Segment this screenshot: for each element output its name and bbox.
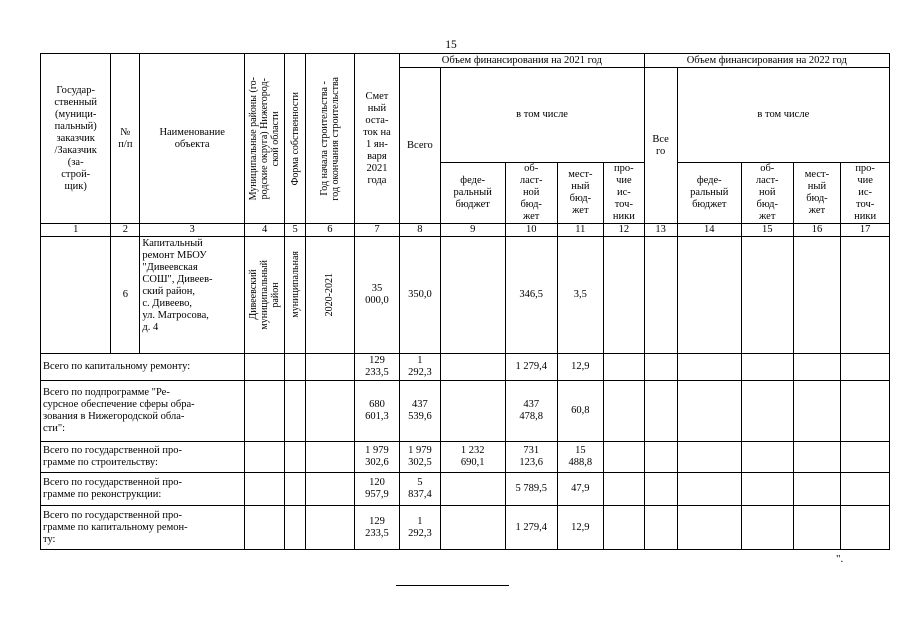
summary-label: Всего по государственной про- грамме по капитальному ремон- ту: — [41, 506, 245, 550]
header-total-2022: Все го — [644, 68, 677, 224]
object-other-2021 — [604, 237, 644, 354]
column-number: 13 — [644, 224, 677, 237]
summary-regional-2021: 437 478,8 — [505, 381, 557, 442]
summary-label: Всего по подпрограмме "Ре- сурсное обеспечение сферы обра- зования в Нижегородской обла- сти": — [41, 381, 245, 442]
object-years — [306, 237, 355, 354]
object-row — [41, 237, 890, 354]
summary-federal-2021 — [440, 506, 505, 550]
summary-total-2021: 1 292,3 — [400, 506, 440, 550]
object-district — [244, 237, 284, 354]
header-row-1 — [41, 54, 890, 68]
object-regional-2021: 346,5 — [505, 237, 557, 354]
summary-local-2021: 60,8 — [557, 381, 604, 442]
summary-row — [41, 506, 890, 550]
object-name: Капитальный ремонт МБОУ "Дивеевская СОШ", Дивеев- ский район, с. Дивеево, ул. Матросова, д. 4 — [140, 237, 245, 354]
summary-local-2021: 12,9 — [557, 506, 604, 550]
summary-total-2021: 437 539,6 — [400, 381, 440, 442]
header-including-2022: в том числе — [677, 68, 889, 163]
header-other-2021: про- чие ис- точ- ники — [604, 163, 644, 224]
summary-total-2021: 5 837,4 — [400, 473, 440, 506]
closing-quote: ". — [836, 553, 844, 565]
object-estimate: 35 000,0 — [354, 237, 400, 354]
summary-total-2021: 1 979 302,5 — [400, 442, 440, 473]
financing-table — [40, 53, 890, 550]
summary-estimate: 129 233,5 — [354, 354, 400, 381]
column-number: 7 — [354, 224, 400, 237]
summary-regional-2021: 5 789,5 — [505, 473, 557, 506]
object-local-2021: 3,5 — [557, 237, 604, 354]
header-num: № п/п — [111, 54, 140, 224]
object-years-text: 2020-2021 — [324, 273, 336, 317]
header-fin-2021: Объем финансирования на 2021 год — [400, 54, 644, 68]
object-federal-2021 — [440, 237, 505, 354]
column-number: 12 — [604, 224, 644, 237]
column-number: 15 — [741, 224, 793, 237]
header-customer: Государ- ственный (муници- пальный) заказчик /Заказчик (за- строй- щик) — [41, 54, 111, 224]
header-local-2022: мест- ный бюд- жет — [793, 163, 841, 224]
summary-total-2021: 1 292,3 — [400, 354, 440, 381]
summary-regional-2021: 731 123,6 — [505, 442, 557, 473]
header-fin-2022: Объем финансирования на 2022 год — [644, 54, 889, 68]
summary-local-2021: 47,9 — [557, 473, 604, 506]
column-number: 3 — [140, 224, 245, 237]
header-other-2022: про- чие ис- точ- ники — [841, 163, 890, 224]
summary-federal-2021 — [440, 354, 505, 381]
column-number: 9 — [440, 224, 505, 237]
header-federal-2022: феде- ральный бюджет — [677, 163, 741, 224]
column-number: 4 — [244, 224, 284, 237]
summary-row — [41, 354, 890, 381]
summary-federal-2021: 1 232 690,1 — [440, 442, 505, 473]
summary-local-2021: 12,9 — [557, 354, 604, 381]
summary-federal-2021 — [440, 473, 505, 506]
column-number: 5 — [285, 224, 306, 237]
column-number: 6 — [306, 224, 355, 237]
column-number: 11 — [557, 224, 604, 237]
summary-regional-2021: 1 279,4 — [505, 506, 557, 550]
summary-row — [41, 381, 890, 442]
header-ownership — [285, 54, 306, 224]
header-ownership-text: Форма собственности — [289, 91, 301, 186]
header-regional-2022: об- ласт- ной бюд- жет — [741, 163, 793, 224]
summary-estimate: 120 957,9 — [354, 473, 400, 506]
header-total-2021: Всего — [400, 68, 440, 224]
footnote-divider — [396, 585, 509, 586]
header-regional-2021: об- ласт- ной бюд- жет — [505, 163, 557, 224]
header-including-2021: в том числе — [440, 68, 644, 163]
column-number: 16 — [793, 224, 841, 237]
summary-estimate: 680 601,3 — [354, 381, 400, 442]
summary-regional-2021: 1 279,4 — [505, 354, 557, 381]
summary-estimate: 1 979 302,6 — [354, 442, 400, 473]
column-number: 2 — [111, 224, 140, 237]
column-numbers-row — [41, 224, 890, 237]
header-years-text: Год начала строительства - год окончания строительства — [318, 76, 341, 201]
header-federal-2021: феде- ральный бюджет — [440, 163, 505, 224]
header-object-name: Наименование объекта — [140, 54, 245, 224]
object-total-2021: 350,0 — [400, 237, 440, 354]
header-years — [306, 54, 355, 224]
object-ownership — [285, 237, 306, 354]
summary-label: Всего по капитальному ремонту: — [41, 354, 245, 381]
summary-federal-2021 — [440, 381, 505, 442]
summary-label: Всего по государственной про- грамме по реконструкции: — [41, 473, 245, 506]
summary-local-2021: 15 488,8 — [557, 442, 604, 473]
summary-estimate: 129 233,5 — [354, 506, 400, 550]
column-number: 10 — [505, 224, 557, 237]
page-number: 15 — [445, 39, 457, 51]
column-number: 1 — [41, 224, 111, 237]
header-local-2021: мест- ный бюд- жет — [557, 163, 604, 224]
header-districts-text: Муниципальные районы (го- родские округа) Нижегород- ской области — [248, 76, 282, 201]
object-num: 6 — [111, 237, 140, 354]
header-estimate: Смет ный оста- ток на 1 ян- варя 2021 года — [354, 54, 400, 224]
object-district-text: Дивеевский муниципальный район — [248, 260, 282, 330]
summary-row — [41, 473, 890, 506]
column-number: 14 — [677, 224, 741, 237]
column-number: 17 — [841, 224, 890, 237]
header-districts — [244, 54, 284, 224]
column-number: 8 — [400, 224, 440, 237]
object-customer — [41, 237, 111, 354]
object-ownership-text: муниципальная — [289, 251, 301, 318]
summary-row — [41, 442, 890, 473]
summary-label: Всего по государственной про- грамме по строительству: — [41, 442, 245, 473]
